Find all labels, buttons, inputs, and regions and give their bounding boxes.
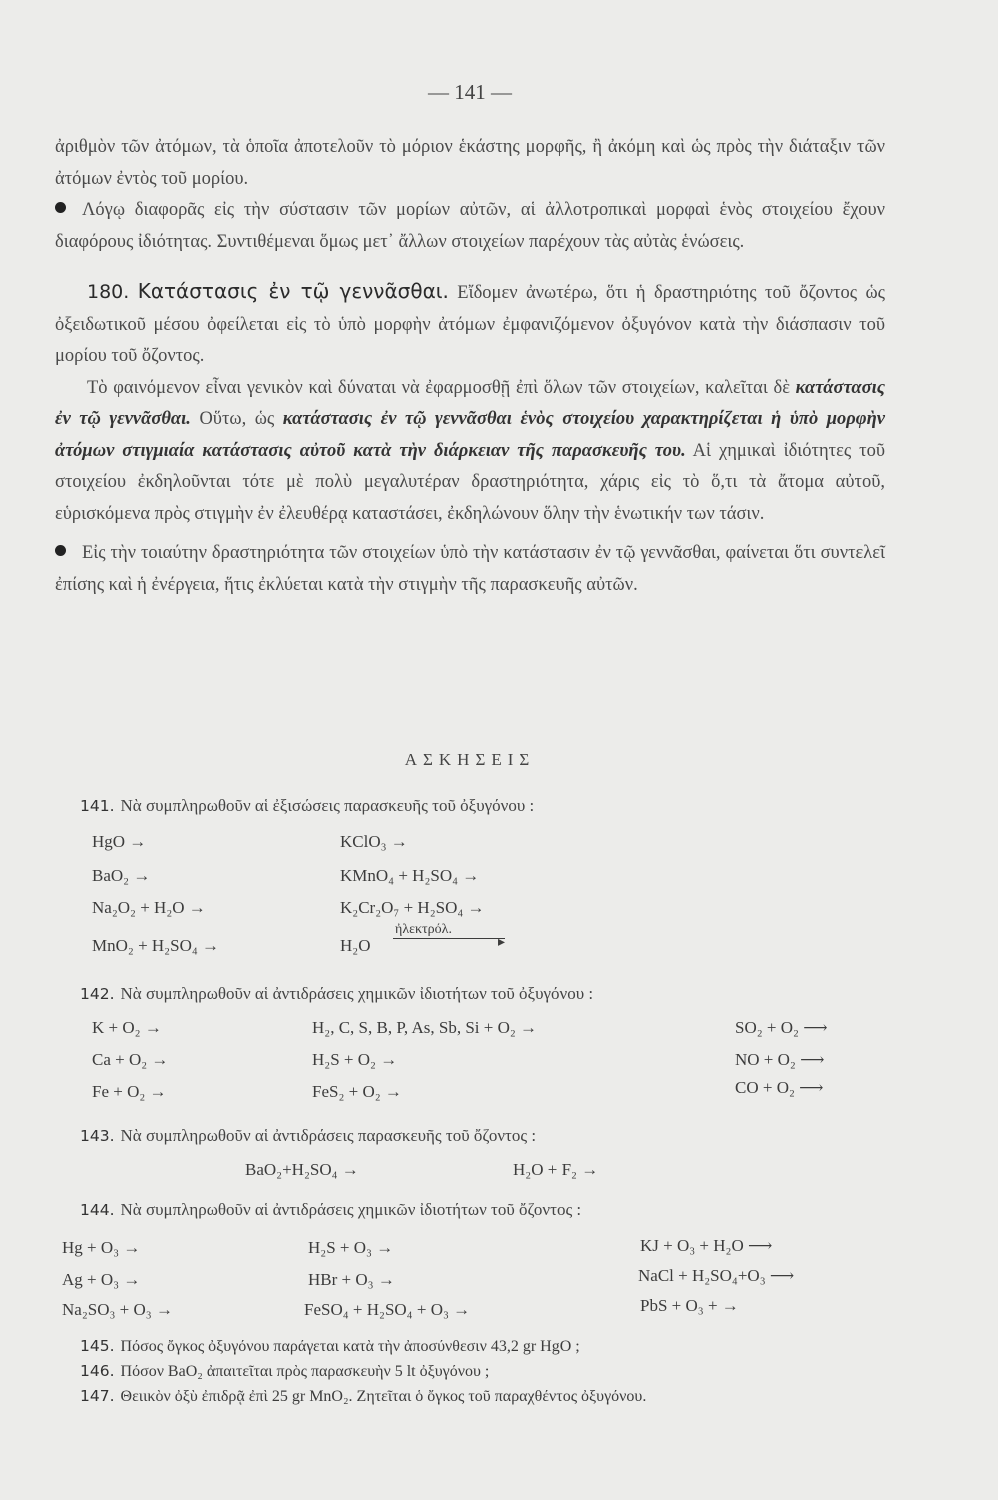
page-number: — 141 — [428,80,512,104]
exercise-number: 142. [80,985,115,1003]
equation: K₂Cr₂O₇ + H₂SO₄ → [340,898,485,917]
equation: FeSO₄ + H₂SO₄ + O₃ → [304,1300,471,1319]
question-number: 146. [80,1362,115,1380]
exercise-text: Νὰ συμπληρωθοῦν αἱ ἀντιδράσεις χημικῶν ἰδιοτήτων τοῦ ὄζοντος : [120,1200,582,1219]
paragraph-3-c: Οὕτω, ὡς [190,409,283,429]
paragraph-3-a: Τὸ φαινόμενον εἶναι γενικὸν καὶ δύναται νὰ ἐφαρμοσθῇ ἐπὶ ὅλων τῶν στοιχείων, καλεῖται δὲ [87,377,796,398]
question-number: 147. [80,1387,115,1405]
paragraph-3-definition: κατάστασις ἐν τῷ γεννᾶσθαι ἑνὸς στοιχείου χαρακτηρίζεται ἡ ὑπὸ μορφὴν ἀτόμων στιγμιαία κατάστασις αὐτοῦ κατὰ τὴν διάρκειαν τῆς παρασκευῆς του. [55,409,885,461]
question-text: Πόσος ὄγκος ὀξυγόνου παράγεται κατὰ τὴν ἀποσύνθεσιν 43,2 gr HgO ; [120,1338,580,1355]
equation: H₂O + F₂ → [513,1160,599,1179]
paragraph-4-text: Εἰς τὴν τοιαύτην δραστηριότητα τῶν στοιχείων ὑπὸ τὴν κατάστασιν ἐν τῷ γεννᾶσθαι, φαίνεται ὅτι συντελεῖ ἐπίσης καὶ ἡ ἐνέργεια, ἥτις ἐκλύεται κατὰ τὴν στιγμὴν τῆς παρασκευῆς αὐτῶν. [55,543,885,595]
exercise-number: 141. [80,797,115,815]
paragraph-2 [55,195,885,258]
exercise-141-heading [80,796,534,816]
question-145 [80,1337,580,1356]
arrow-head-icon: ▸ [498,935,506,950]
exercises-heading: ΑΣΚΗΣΕΙΣ [404,750,536,769]
equation: FeS₂ + O₂ → [312,1082,402,1101]
paragraph-3-term: κατάστασις ἐν τῷ γεννᾶσθαι. [55,377,885,429]
section-number: 180. [87,281,130,303]
equation: Hg + O₃ → [62,1238,141,1257]
equation: H₂S + O₂ → [312,1050,398,1069]
equation: NO + O₂ ⟶ [735,1050,825,1069]
exercise-text: Νὰ συμπληρωθοῦν αἱ ἀντιδράσεις χημικῶν ἰδιοτήτων τοῦ ὀξυγόνου : [120,984,594,1003]
bullet-icon [55,545,66,556]
equation: CO + O₂ ⟶ [735,1078,824,1097]
exercise-number: 144. [80,1201,115,1219]
question-147 [80,1387,646,1406]
equation: BaO₂ → [92,866,151,885]
equation: HgO → [92,832,147,851]
paragraph-1: ἀριθμὸν τῶν ἀτόμων, τὰ ὁποῖα ἀποτελοῦν τὸ μόριον ἑκάστης μορφῆς, ἢ ἀκόμη καὶ ὡς πρὸς τὴν διάταξιν τῶν ἀτόμων ἐντὸς τοῦ μορίου. [55,137,885,189]
section-180 [55,276,885,373]
equation: K + O₂ → [92,1018,162,1037]
equation: KJ + O₃ + H₂O ⟶ [640,1236,773,1255]
equation: H₂O [340,936,371,955]
section-title: Κατάστασις ἐν τῷ γεννᾶσθαι. [137,279,449,303]
question-146 [80,1362,489,1381]
exercise-text: Νὰ συμπληρωθοῦν αἱ ἀντιδράσεις παρασκευῆς τοῦ ὄζοντος : [120,1126,537,1145]
electrolysis-arrow-line [393,938,505,939]
exercise-142-heading [80,984,593,1004]
equation: Fe + O₂ → [92,1082,167,1101]
equation: SO₂ + O₂ ⟶ [735,1018,828,1037]
equation: Ag + O₃ → [62,1270,141,1289]
exercise-text: Νὰ συμπληρωθοῦν αἱ ἐξισώσεις παρασκευῆς τοῦ ὀξυγόνου : [120,796,535,815]
equation: Na₂SO₃ + O₃ → [62,1300,173,1319]
equation: Ca + O₂ → [92,1050,169,1069]
paragraph-4 [55,538,885,601]
exercise-143-heading [80,1126,536,1146]
equation: HBr + O₃ → [308,1270,395,1289]
question-text: Θειικὸν ὀξὺ ἐπιδρᾷ ἐπὶ 25 gr MnO₂. Ζητεῖται ὁ ὄγκος τοῦ παραχθέντος ὀξυγόνου. [120,1388,647,1405]
question-number: 145. [80,1337,115,1355]
exercise-144-heading [80,1200,581,1220]
bullet-icon [55,202,66,213]
equation: NaCl + H₂SO₄+O₃ ⟶ [638,1266,795,1285]
equation: KClO₃ → [340,832,408,851]
paragraph-3-e: Αἱ χημικαὶ ἰδιότητες τοῦ στοιχείου ἐκδηλοῦνται τότε μὲ πολὺ μεγαλυτέραν δραστηριότητα, χάρις εἰς τὸ ὅ,τι τὰ ἄτομα αὐτοῦ, εὑρισκόμενα πρὸς στιγμὴν ἐν ἐλευθέρᾳ καταστάσει, ἐκδηλώνουν ὅλην τὴν ἑνωτικήν των τάσιν. [55,440,885,524]
question-text: Πόσον BaO₂ ἀπαιτεῖται πρὸς παρασκευὴν 5 lt ὀξυγόνου ; [120,1363,490,1380]
equation: H₂, C, S, B, P, As, Sb, Si + O₂ → [312,1018,538,1037]
equation: PbS + O₃ + → [640,1296,739,1315]
equation: Na₂O₂ + H₂O → [92,898,206,917]
section-text: Εἴδομεν ἀνωτέρω, ὅτι ἡ δραστηριότης τοῦ ὄζοντος ὡς ὀξειδωτικοῦ μέσου ὀφείλεται εἰς τὸ ὑπὸ μορφὴν ἀτόμων ἐμφανιζόμενον ὀξυγόνον κατὰ τὴν διάσπασιν τοῦ μορίου τοῦ ὄζοντος. [55,283,886,366]
paragraph-3 [55,373,885,531]
equation: KMnO₄ + H₂SO₄ → [340,866,480,885]
body-text [55,132,885,601]
equation: BaO₂+H₂SO₄ → [245,1160,359,1179]
electrolysis-label: ἠλεκτρόλ. [395,922,452,937]
exercise-number: 143. [80,1127,115,1145]
equation: MnO₂ + H₂SO₄ → [92,936,220,955]
equation: H₂S + O₃ → [308,1238,394,1257]
paragraph-2-text: Λόγῳ διαφορᾶς εἰς τὴν σύστασιν τῶν μορίων αὐτῶν, αἱ ἀλλοτροπικαὶ μορφαὶ ἑνὸς στοιχείου ἔχουν διαφόρους ἰδιότητας. Συντιθέμεναι ὅμως μετ᾽ ἄλλων στοιχείων παρέχουν τὰς αὐτὰς ἑνώσεις. [55,200,885,252]
